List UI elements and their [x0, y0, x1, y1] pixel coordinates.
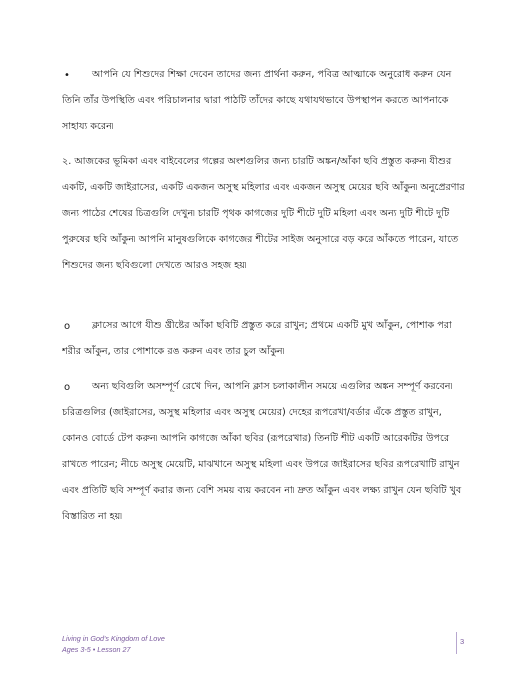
footer-lesson: Ages 3-5 • Lesson 27: [62, 645, 131, 654]
paragraph-line: শরীর আঁকুন, তার পোশাকে রঙ করুন এবং তার চুল আঁকুন৷: [62, 346, 285, 357]
paragraph-line: আপনি যে শিশুদের শিক্ষা দেবেন তাদের জন্য প্রার্থনা করুন, পবিত্র আত্মাকে অনুরোধ করুন যেন: [92, 69, 452, 80]
sub-bullet-marker: o: [64, 382, 71, 393]
paragraph-line: চরিত্রগুলির (জাইরাসের, অসুস্থ মহিলার এবং অসুস্থ মেয়ের) দেহের রূপরেখা/বর্ডার এঁকে প্রস্তুত রাখুন,: [62, 407, 442, 418]
paragraph-line: ক্লাসের আগে যীশু খ্রীষ্টের আঁকা ছবিটি প্রস্তুত করে রাখুন; প্রথমে একটি মুখ আঁকুন, পোশাক পরা: [92, 320, 452, 331]
paragraph-line: রাখতে পারেন; নীচে অসুস্থ মেয়েটি, মাঝখানে অসুস্থ মহিলা এবং উপরে জাইরাসের ছবির রূপরেখাটি রাখুন: [62, 459, 460, 470]
footer-title: Living in God's Kingdom of Love: [62, 634, 165, 643]
paragraph-line: একটি, একটি জাইরাসের, একটি একজন অসুস্থ মহিলার এবং একজন অসুস্থ মেয়ের ছবি আঁকুন৷ অনুপ্রেরণার: [62, 182, 465, 193]
bullet-marker: •: [64, 70, 70, 81]
paragraph-line: সাহায্য করেন৷: [62, 121, 114, 132]
paragraph-line: জন্য পাঠের শেষের চিত্রগুলি দেখুন৷ চারটি পৃথক কাগজের দুটি শীটে দুটি মহিলা এবং অন্য দুটি শীটে দুটি: [62, 208, 450, 219]
footer-divider: [456, 632, 457, 654]
bullet-paragraph: [62, 62, 482, 140]
paragraph-line: পুরুষের ছবি আঁকুন৷ আপনি মানুষগুলিকে কাগজের শীটের সাইজ অনুসারে বড় করে আঁকতে পারেন, যাতে: [62, 234, 459, 245]
page-number: 3: [460, 637, 465, 646]
numbered-paragraph: [62, 149, 482, 279]
paragraph-line: কোনও বোর্ডে টেপ করুন৷ আপনি কাগজে আঁকা ছবির (রূপরেখার) তিনটি শীট একটি আরেকটির উপরে: [62, 433, 450, 444]
sub-bullet-paragraph: [62, 374, 482, 530]
sub-bullet-paragraph: [62, 313, 482, 365]
paragraph-line: এবং প্রতিটি ছবি সম্পূর্ণ করার জন্য বেশি সময় ব্যয় করবেন না৷ দ্রুত আঁকুন এবং লক্ষ্য রাখুন যেন ছবিটি খুব: [62, 485, 462, 496]
paragraph-line: তিনি তাঁর উপস্থিতি এবং পরিচালনার দ্বারা পাঠটি তাঁদের কাছে যথাযথভাবে উপস্থাপন করতে আপনাকে: [62, 95, 449, 106]
paragraph-line: ২. আজকের ভূমিকা এবং বাইবেলের গল্পের অংশগুলির জন্য চারটি অঙ্কন/আঁকা ছবি প্রস্তুত করুন৷ যীশুর: [62, 156, 452, 167]
sub-bullet-marker: o: [64, 321, 71, 332]
paragraph-line: অন্য ছবিগুলি অসম্পূর্ণ রেখে দিন, আপনি ক্লাস চলাকালীন সময়ে এগুলির অঙ্কন সম্পূর্ণ করবেন৷: [92, 381, 453, 392]
paragraph-line: শিশুদের জন্য ছবিগুলো দেখতে আরও সহজ হয়৷: [62, 260, 247, 271]
page-footer: [62, 633, 165, 655]
paragraph-line: বিস্তারিত না হয়৷: [62, 511, 122, 522]
